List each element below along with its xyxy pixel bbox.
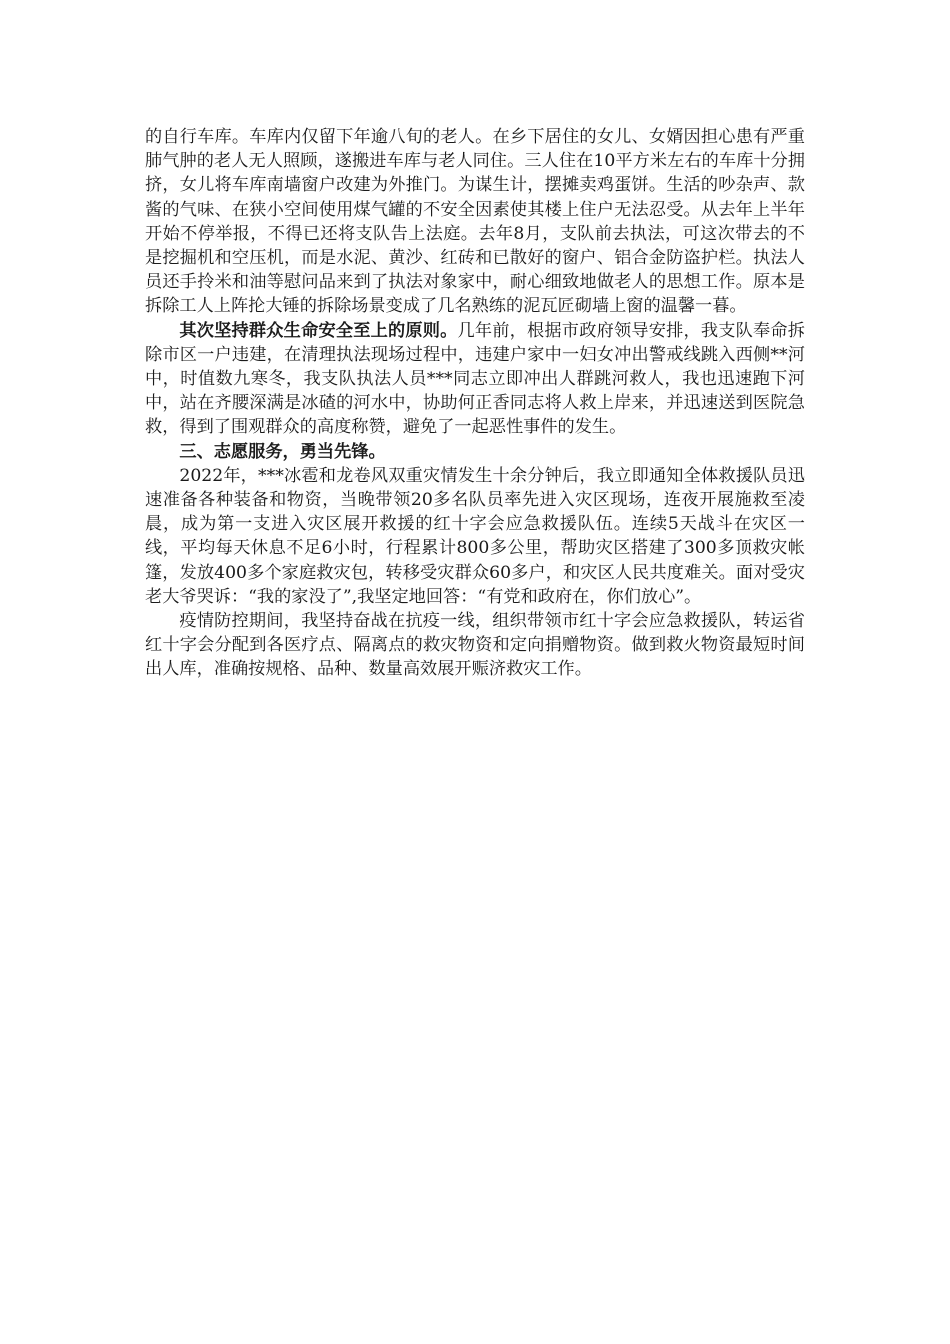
paragraph-garage-story [145, 125, 805, 319]
paragraph-disaster-relief [145, 464, 805, 609]
paragraph-text: 几年前，根据市政府领导安排，我支队奉命拆除市区一户违建，在清理执法现场过程中，违建户家中一妇女冲出警戒线跳入西侧**河中，时值数九寒冬，我支队执法人员***同志立即冲出人群跳河救人，我也迅速跑下河中，站在齐腰深满是冰碴的河水中，协助何正香同志将人救上岸来，并迅速送到医院急救，得到了围观群众的高度称赞，避免了一起恶性事件的发生。 [145, 320, 805, 438]
paragraph-epidemic [145, 609, 805, 682]
paragraph-text: 的自行车库。车库内仅留下年逾八旬的老人。在乡下居住的女儿、女婿因担心患有严重肺气肿的老人无人照顾，遂搬进车库与老人同住。三人住在10平方米左右的车库十分拥挤，女儿将车库南墙窗户改建为外推门。为谋生计，摆摊卖鸡蛋饼。生活的吵杂声、款酱的气味、在狭小空间使用煤气罐的不安全因素使其楼上住户无法忍受。从去年上半年开始不停举报，不得已还将支队告上法庭。去年8月，支队前去执法，可这次带去的不是挖掘机和空压机，而是水泥、黄沙、红砖和已散好的窗户、铝合金防盗护栏。执法人员还手拎米和油等慰问品来到了执法对象家中，耐心细致地做老人的思想工作。原本是拆除工人上阵抡大锤的拆除场景变成了几名熟练的泥瓦匠砌墙上窗的温馨一暮。 [145, 127, 805, 317]
paragraph-life-safety [145, 319, 805, 440]
paragraph-text: 2022年，***冰雹和龙卷风双重灾情发生十余分钟后，我立即通知全体救援队员迅速准备各种装备和物资，当晚带领20多名队员率先进入灾区现场，连夜开展施救至凌晨，成为第一支进入灾区展开救援的红十字会应急救援队伍。连续5天战斗在灾区一线，平均每天休息不足6小时，行程累计800多公里，帮助灾区搭建了300多顶救灾帐篷，发放400多个家庭救灾包，转移受灾群众60多户，和灾区人民共度难关。面对受灾老大爷哭诉：“我的家没了”,我坚定地回答：“有党和政府在，你们放心”。 [145, 465, 805, 607]
section-heading-volunteer [145, 440, 805, 464]
section-heading-text: 三、志愿服务，勇当先锋。 [179, 441, 386, 462]
paragraph-text: 疫情防控期间，我坚持奋战在抗疫一线，组织带领市红十字会应急救援队，转运省红十字会分配到各医疗点、隔离点的救灾物资和定向捐赠物资。做到救火物资最短时间出人库，准确按规格、品种、数量高效展开赈济救灾工作。 [145, 611, 805, 680]
paragraph-lead-heading: 其次坚持群众生命安全至上的原则。 [179, 320, 458, 341]
document-page [145, 125, 805, 682]
